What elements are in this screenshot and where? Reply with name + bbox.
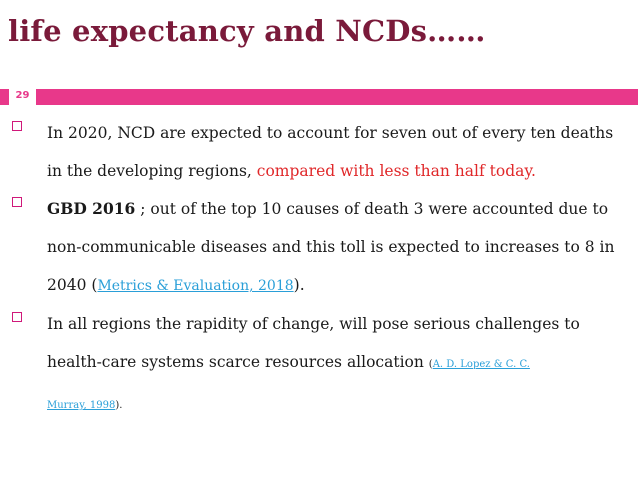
- header-bar-right: [36, 89, 638, 105]
- bullet-item-1: [12, 114, 632, 190]
- slide-title: life expectancy and NCDs……: [8, 14, 486, 48]
- bullet-text-1: [47, 114, 632, 190]
- bullet-item-3: [12, 305, 632, 425]
- bullet-2-bold: GBD 2016: [47, 199, 136, 218]
- slide-number: 29: [9, 89, 36, 105]
- square-bullet-icon: [12, 312, 22, 322]
- bullet-2-open-paren: (: [91, 276, 98, 294]
- slide-content: [12, 114, 632, 425]
- header-bar-left: [0, 89, 9, 105]
- square-bullet-icon: [12, 121, 22, 131]
- citation-link-metrics[interactable]: Metrics & Evaluation, 2018: [97, 278, 294, 294]
- bullet-3-text: In all regions the rapidity of change, will pose serious challenges to health-care systems scarce resources allocation: [47, 315, 580, 371]
- bullet-item-2: [12, 190, 632, 305]
- bullet-2-text: ; out of the top 10 causes of death 3 were accounted due to non-communicable diseases and this toll is expected to increases to 8 in 2040: [47, 200, 615, 294]
- bullet-1-text: In 2020, NCD are expected to account for seven out of every ten deaths in the developing regions,: [47, 124, 614, 180]
- bullet-1-highlight: compared with less than half today.: [256, 162, 536, 180]
- citation-link-murray[interactable]: Murray, 1998: [47, 400, 116, 411]
- citation-link-lopez[interactable]: A. D. Lopez & C. C.: [432, 359, 530, 370]
- bullet-text-2: [47, 190, 632, 305]
- square-bullet-icon: [12, 197, 22, 207]
- bullet-2-close: ).: [293, 276, 305, 294]
- bullet-3-close: ).: [115, 400, 123, 411]
- bullet-3-open-paren: (: [428, 359, 433, 370]
- bullet-text-3: [47, 305, 632, 425]
